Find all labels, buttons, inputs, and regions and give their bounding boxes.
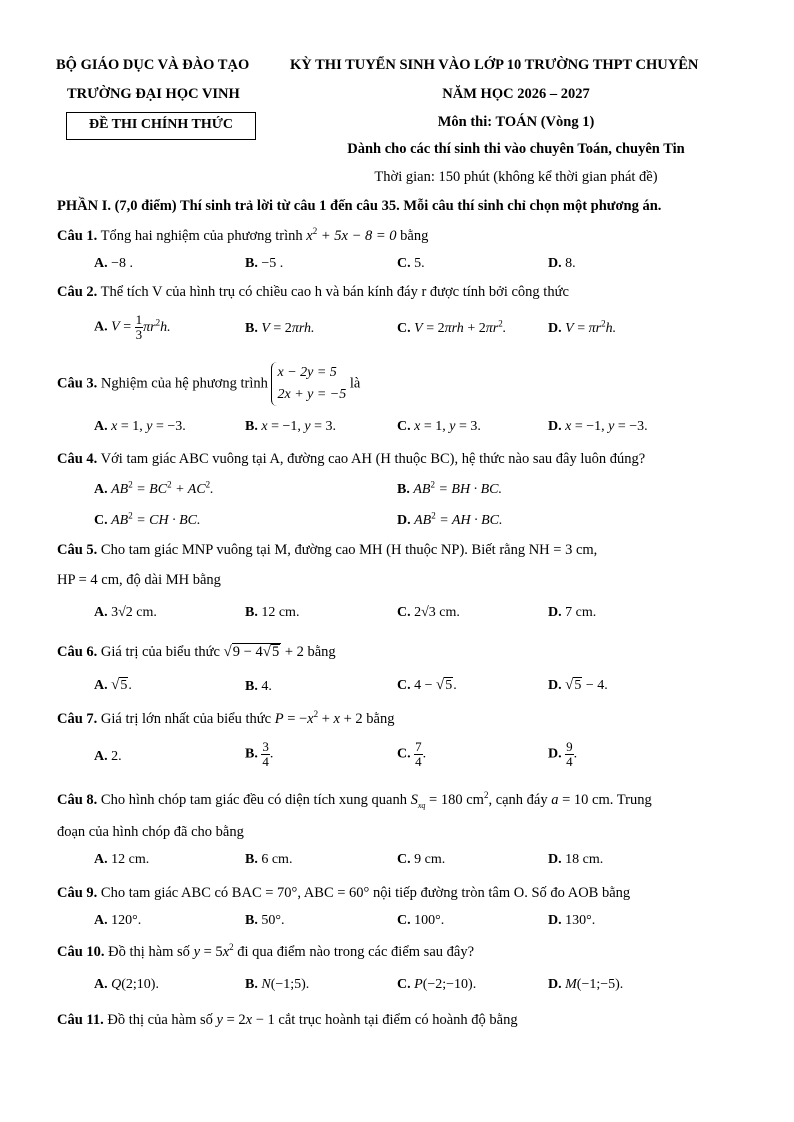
question-text: Đồ thị hàm số [108,944,190,960]
q10-option-a[interactable]: A. Q(2;10). [94,977,159,992]
q8-option-a[interactable]: A. 12 cm. [94,852,150,867]
option-text: 120°. [111,913,142,928]
q7-option-d[interactable]: D. $\frac{9}{4}$ . [548,739,578,769]
q4-option-b[interactable]: B. $AB^2$ = BH · BC. [397,479,502,497]
question-2 [57,284,569,301]
question-text: Thể tích V của hình trụ có chiều cao h và bán kính đáy r được tính bởi công thức [100,284,569,300]
q10-option-b[interactable]: B. N(−1;5). [245,977,310,992]
question-label: Câu 3. [57,375,98,392]
time-limit: Thời gian: 150 phút (không kể thời gian phát đề) [374,169,658,185]
question-label: Câu 10. [57,944,105,960]
option-text: 18 cm. [565,852,604,867]
question-text-tail: bằng [400,228,429,244]
q1-option-d[interactable]: D. 8. [548,256,576,271]
question-label: Câu 5. [57,542,98,558]
question-10: Câu 10. Đồ thị hàm số $y = 5x^2$ đi qua điểm nào trong các điểm sau đây? [57,942,475,960]
option-text: 9 cm. [414,852,446,867]
q2-option-a[interactable]: A. V = $\frac{1}{3}$ $\pi r^2h$. [94,312,171,342]
question-label: Câu 9. [57,885,98,901]
question-text: Cho tam giác MNP vuông tại M, đường cao MH (H thuộc NP). Biết rằng NH = 3 cm, [100,542,598,558]
question-label: Câu 2. [57,284,98,300]
question-label: Câu 6. [57,644,98,660]
section-title: PHẦN I. (7,0 điểm) Thí sinh trả lời từ câu 1 đến câu 35. Mỗi câu thí sinh chỉ chọn một phương án. [57,198,662,214]
question-label: Câu 1. [57,228,98,244]
option-text: 2√3 cm. [414,605,460,620]
q4-option-c[interactable]: C. $AB^2$ = CH · BC. [94,510,201,528]
option-text: 130°. [565,913,596,928]
q2-option-c[interactable]: C. $V = 2\pi rh + 2\pi r^2$. [397,318,507,336]
question-8: Câu 8. Cho hình chóp tam giác đều có diện tích xung quanh $S_{xq} = 180$ $cm^2$, cạnh đáy a = 10 cm. Trung [57,790,652,810]
question-text: Cho hình chóp tam giác đều có diện tích xung quanh [100,792,407,808]
question-label: Câu 8. [57,792,98,808]
option-text: 50°. [261,913,285,928]
q5-option-d[interactable]: D. 7 cm. [548,605,597,620]
q1-option-b[interactable]: B. −5 . [245,256,284,271]
question-1: Câu 1. Tổng hai nghiệm của phương trình $x^2 + 5x - 8 = 0$ bằng [57,226,429,244]
question-label: Câu 7. [57,711,98,727]
q9-option-c[interactable]: C. 100°. [397,913,445,928]
exam-title: KỲ THI TUYỂN SINH VÀO LỚP 10 TRƯỜNG THPT CHUYÊN [290,57,699,73]
audience: Dành cho các thí sinh thi vào chuyên Toán, chuyên Tin [347,141,685,157]
question-text: Giá trị của biểu thức [100,644,220,660]
question-text: Nghiệm của hệ phương trình [100,375,268,392]
q6-option-c[interactable]: C. 4 − √5. [397,677,457,693]
option-text: 6 cm. [261,852,293,867]
q5-option-a[interactable]: A. 3√2 cm. [94,605,157,620]
question-text-tail: là [349,375,361,392]
question-text-mid: , cạnh đáy [488,792,548,808]
option-text: 7 cm. [565,605,597,620]
equation-system: x − 2y = 5 2x + y = −5 [271,362,346,406]
question-9 [57,885,630,902]
q10-option-c[interactable]: C. P(−2;−10). [397,977,477,992]
question-text-tail: đi qua điểm nào trong các điểm sau đây? [237,944,475,960]
q9-option-b[interactable]: B. 50°. [245,913,285,928]
question-text: Đồ thị của hàm số [107,1012,213,1028]
q7-option-a[interactable]: A. 2. [94,749,122,764]
q6-option-a[interactable]: A. √5. [94,677,132,693]
question-text-tail: bằng [307,644,336,660]
university-name: TRƯỜNG ĐẠI HỌC VINH [67,86,240,102]
q5-option-c[interactable]: C. 2√3 cm. [397,605,460,620]
option-text: 100°. [414,913,445,928]
q8-option-c[interactable]: C. 9 cm. [397,852,446,867]
q1-option-c[interactable]: C. 5. [397,256,425,271]
question-text: Tổng hai nghiệm của phương trình [100,228,303,244]
question-text: Giá trị lớn nhất của biểu thức [100,711,272,727]
q2-option-d[interactable]: D. $V = \pi r^2h$. [548,318,617,336]
q8-option-d[interactable]: D. 18 cm. [548,852,604,867]
question-8-line-2: đoạn của hình chóp đã cho bằng [57,824,244,840]
subject: Môn thi: TOÁN (Vòng 1) [437,114,595,130]
q3-option-a[interactable]: A. x = 1, y = −3. [94,419,186,434]
question-label: Câu 11. [57,1012,104,1028]
q2-option-b[interactable]: B. V = 2πrh. [245,321,315,336]
q9-option-d[interactable]: D. 130°. [548,913,596,928]
question-5 [57,542,597,559]
q3-option-d[interactable]: D. x = −1, y = −3. [548,419,648,434]
question-3 [57,362,360,406]
question-11: Câu 11. Đồ thị của hàm số y = 2x − 1 cắt trục hoành tại điểm có hoành độ bằng [57,1012,518,1028]
q10-option-d[interactable]: D. M(−1;−5). [548,977,624,992]
question-text-tail: cắt trục hoành tại điểm có hoành độ bằng [278,1012,518,1028]
question-text-tail: bằng [366,711,395,727]
official-exam-box: ĐỀ THI CHÍNH THỨC [66,112,256,140]
school-year: NĂM HỌC 2026 – 2027 [442,86,590,102]
question-5-line-2: HP = 4 cm, độ dài MH bằng [57,572,221,588]
q4-option-a[interactable]: A. $AB^2 = BC^2 + AC^2$. [94,479,214,497]
q6-option-d[interactable]: D. √5 − 4. [548,677,608,693]
question-text: Với tam giác ABC vuông tại A, đường cao AH (H thuộc BC), hệ thức nào sau đây luôn đúng? [100,451,646,467]
question-text: Cho tam giác ABC có BAC = 70°, ABC = 60° nội tiếp đường tròn tâm O. Số đo AOB bằng [100,885,631,901]
q7-option-c[interactable]: C. $\frac{7}{4}$ . [397,739,427,769]
question-label: Câu 4. [57,451,98,467]
question-7: Câu 7. Giá trị lớn nhất của biểu thức $P = -x^2 + x + 2$ bằng [57,709,395,727]
q1-option-a[interactable]: A. −8 . [94,256,134,271]
ministry-name: BỘ GIÁO DỤC VÀ ĐÀO TẠO [56,57,250,73]
option-text: 12 cm. [111,852,150,867]
q3-option-c[interactable]: C. x = 1, y = 3. [397,419,481,434]
question-text-tail: . Trung [609,792,652,808]
question-4 [57,451,645,468]
q7-option-b[interactable]: B. $\frac{3}{4}$ . [245,739,274,769]
q6-option-b[interactable]: B. 4. [245,679,272,694]
q5-option-b[interactable]: B. 12 cm. [245,605,300,620]
q4-option-d[interactable]: D. $AB^2$ = AH · BC. [397,510,503,528]
q9-option-a[interactable]: A. 120°. [94,913,142,928]
q8-option-b[interactable]: B. 6 cm. [245,852,293,867]
option-text: 12 cm. [261,605,300,620]
q3-option-b[interactable]: B. x = −1, y = 3. [245,419,336,434]
question-6: Câu 6. Giá trị của biểu thức √9 − 4√5 + 2 bằng [57,644,336,660]
option-text: 3√2 cm. [111,605,157,620]
